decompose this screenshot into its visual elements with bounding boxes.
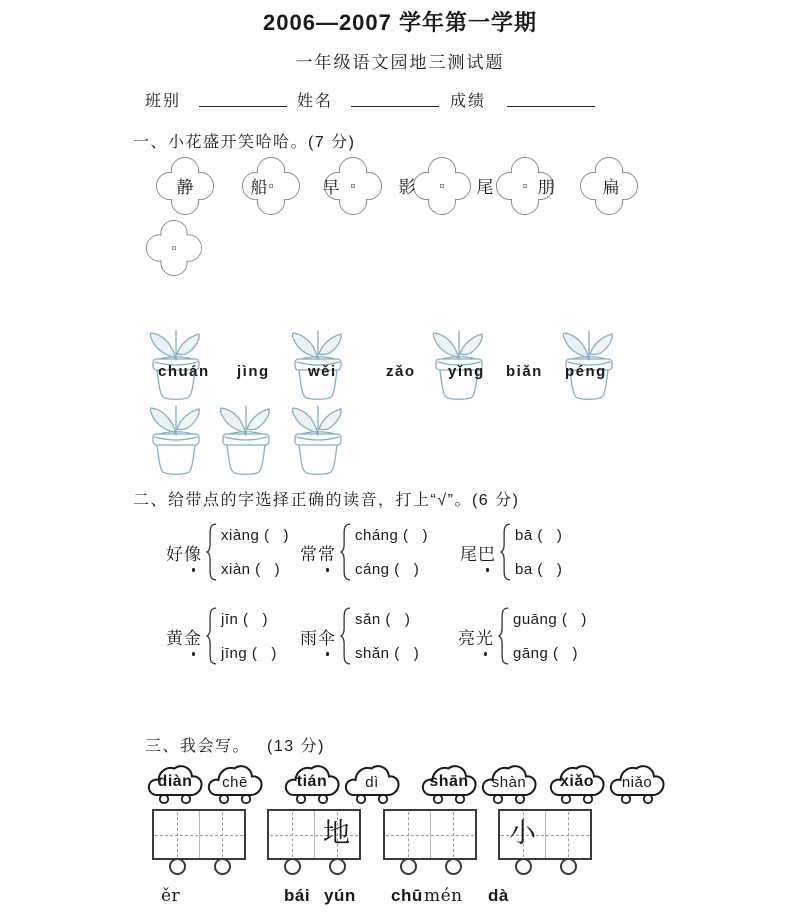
cloud-pinyin: shān	[429, 773, 469, 790]
word-pronunciation-item	[460, 521, 562, 583]
pinyin-label: chuán	[158, 363, 210, 380]
cloud-bubble	[548, 760, 606, 807]
score-blank	[507, 86, 595, 107]
flower-char: 影	[398, 178, 416, 197]
pronunciation-option: guāng ( )	[513, 610, 587, 628]
section3-points: (13 分)	[267, 738, 325, 755]
pronunciation-option: jīng ( )	[221, 644, 277, 662]
word-label: 好像	[166, 540, 202, 565]
flower-char: 早	[322, 178, 340, 197]
grid-dash	[386, 835, 474, 836]
writing-grid	[152, 809, 246, 860]
wheel-icon	[515, 858, 532, 875]
option-list	[355, 611, 419, 662]
flowerpot-icon	[217, 403, 275, 477]
flowerpot-icon	[289, 403, 347, 477]
section1-heading: 一、小花盛开笑哈哈。(7 分)	[133, 134, 356, 151]
cloud-bubble	[206, 760, 264, 807]
pinyin-label: zǎo	[386, 363, 416, 380]
option-list	[221, 527, 289, 578]
grid-dash	[155, 835, 243, 836]
brace-icon	[339, 521, 352, 583]
flower-char: 静	[176, 178, 194, 197]
flower-char: 扁	[602, 178, 620, 197]
flower-char: 船	[250, 178, 268, 197]
wheel-icon	[214, 858, 231, 875]
grid-dash	[568, 812, 569, 857]
word-pronunciation-item	[166, 521, 289, 583]
pinyin-label: yǐng	[448, 363, 485, 380]
name-label: 姓名	[297, 93, 334, 110]
pinyin-label: wěi	[308, 363, 337, 380]
pronunciation-option: cáng ( )	[355, 560, 420, 578]
wheel-icon	[284, 858, 301, 875]
pinyin-label: jìng	[237, 363, 270, 380]
bottom-pinyin: mén	[424, 886, 463, 906]
pinyin-label: biǎn	[506, 363, 543, 380]
flowerpot-icon	[147, 403, 205, 477]
wheel-icon	[445, 858, 462, 875]
word-label: 雨伞	[300, 624, 336, 649]
flower-icon	[413, 157, 471, 215]
word-label: 黄金	[166, 624, 202, 649]
word-label: 亮光	[458, 624, 494, 649]
word-pronunciation-item	[300, 521, 428, 583]
cloud-bubble	[420, 760, 478, 807]
pronunciation-option: sǎn ( )	[355, 610, 411, 628]
pronunciation-option: gāng ( )	[513, 644, 579, 662]
grid-example-char: 地	[323, 818, 350, 848]
pronunciation-option: jīn ( )	[221, 610, 269, 628]
cloud-bubble	[343, 760, 401, 807]
class-label: 班别	[145, 93, 182, 110]
wheel-icon	[329, 858, 346, 875]
grid-example-char: 小	[509, 818, 536, 848]
bottom-pinyin: dà	[488, 886, 509, 905]
cloud-bubble	[283, 760, 341, 807]
wheel-icon	[560, 858, 577, 875]
flower-icon	[146, 220, 202, 276]
pronunciation-option: xiàn ( )	[221, 560, 281, 578]
page-title: 2006—2007 学年第一学期	[263, 10, 537, 35]
bottom-pinyin: chū	[391, 886, 423, 905]
cloud-pinyin: tián	[296, 773, 328, 790]
writing-grid	[267, 809, 361, 860]
brace-icon	[205, 521, 218, 583]
section2-heading: 二、给带点的字选择正确的读音，打上“√”。(6 分)	[133, 492, 520, 509]
word-pronunciation-item	[458, 605, 587, 667]
pinyin-label: péng	[565, 363, 607, 380]
page-subtitle: 一年级语文园地三测试题	[295, 53, 505, 72]
option-list	[355, 527, 428, 578]
pronunciation-option: bā ( )	[515, 526, 563, 544]
flower-char: 尾	[476, 178, 494, 197]
section3-heading: 三、我会写。	[145, 738, 251, 755]
class-blank	[199, 86, 287, 107]
cloud-bubble	[480, 760, 538, 807]
word-pronunciation-item	[166, 605, 277, 667]
writing-grid	[383, 809, 477, 860]
option-list	[515, 527, 562, 578]
option-list	[221, 611, 277, 662]
bottom-pinyin: yún	[324, 886, 356, 905]
score-label: 成绩	[450, 93, 487, 110]
wheel-icon	[169, 858, 186, 875]
cloud-pinyin: xiǎo	[559, 773, 594, 790]
word-label: 尾巴	[460, 540, 496, 565]
option-list	[513, 611, 587, 662]
brace-icon	[497, 605, 510, 667]
grid-dash	[222, 812, 223, 857]
pronunciation-option: shǎn ( )	[355, 644, 420, 662]
cloud-pinyin: dì	[365, 774, 379, 791]
bottom-pinyin: bái	[284, 886, 311, 905]
pronunciation-option: xiàng ( )	[221, 526, 290, 544]
pronunciation-option: cháng ( )	[355, 526, 429, 544]
cloud-bubble	[608, 760, 666, 807]
name-blank	[351, 86, 439, 107]
grid-dash	[177, 812, 178, 857]
pronunciation-option: ba ( )	[515, 560, 563, 578]
word-label: 常常	[300, 540, 336, 565]
writing-grid	[498, 809, 592, 860]
flower-char: 朋	[537, 178, 555, 197]
grid-dash	[408, 812, 409, 857]
cloud-pinyin: shàn	[491, 774, 527, 791]
bottom-pinyin: ěr	[161, 886, 181, 906]
word-pronunciation-item	[300, 605, 419, 667]
brace-icon	[205, 605, 218, 667]
cloud-pinyin: diàn	[157, 773, 193, 790]
brace-icon	[339, 605, 352, 667]
cloud-bubble	[146, 760, 204, 807]
wheel-icon	[400, 858, 417, 875]
brace-icon	[499, 521, 512, 583]
cloud-pinyin: chē	[222, 774, 248, 791]
grid-dash	[292, 812, 293, 857]
cloud-pinyin: niǎo	[621, 774, 653, 791]
grid-dash	[453, 812, 454, 857]
